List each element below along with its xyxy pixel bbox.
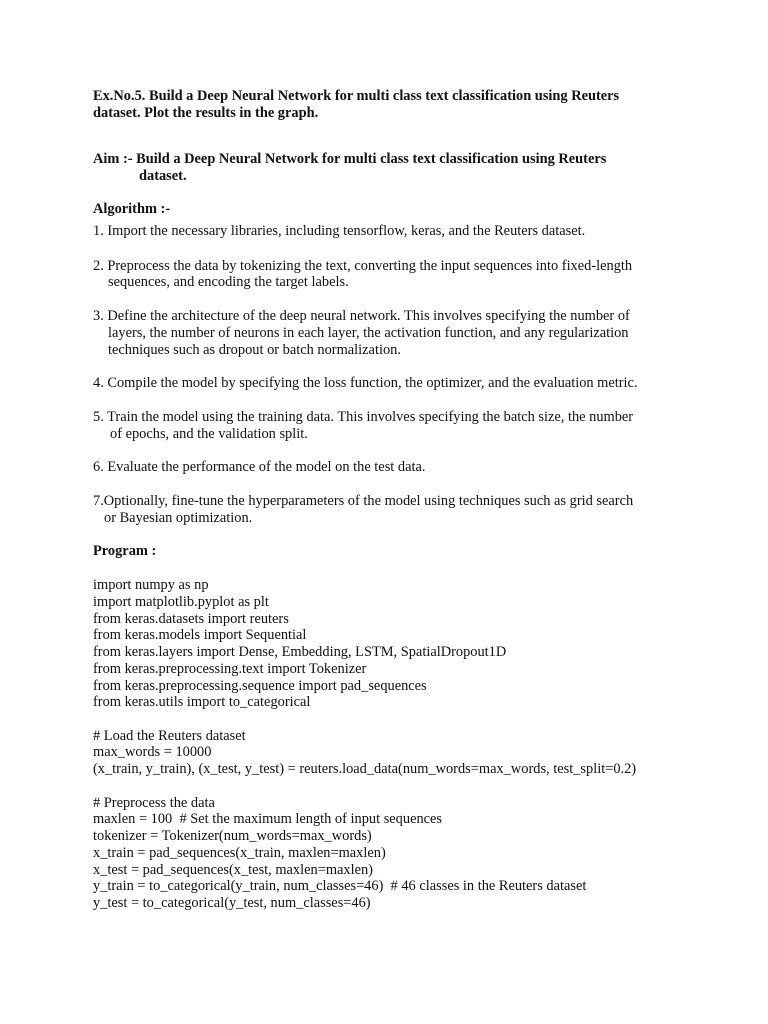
code-line: from keras.models import Sequential	[93, 627, 307, 643]
algorithm-step-5-line-1: 5. Train the model using the training data. This involves specifying the batch size, the number	[93, 409, 634, 425]
algorithm-step-1: 1. Import the necessary libraries, including tensorflow, keras, and the Reuters dataset.	[93, 223, 586, 239]
algorithm-step-6: 6. Evaluate the performance of the model on the test data.	[93, 459, 426, 475]
code-line: x_test = pad_sequences(x_test, maxlen=maxlen)	[93, 862, 373, 878]
algorithm-step-2-line-2: sequences, and encoding the target labels.	[108, 274, 349, 290]
code-comment: # Load the Reuters dataset	[93, 728, 246, 744]
code-line: y_test = to_categorical(y_test, num_classes=46)	[93, 895, 371, 911]
code-line: from keras.preprocessing.sequence import pad_sequences	[93, 678, 427, 694]
aim-line-2: dataset.	[139, 168, 187, 184]
algorithm-step-7-line-1: 7.Optionally, fine-tune the hyperparameters of the model using techniques such as grid search	[93, 493, 634, 509]
code-line: x_train = pad_sequences(x_train, maxlen=maxlen)	[93, 845, 386, 861]
code-line: from keras.utils import to_categorical	[93, 694, 311, 710]
code-line: tokenizer = Tokenizer(num_words=max_words)	[93, 828, 372, 844]
code-line: y_train = to_categorical(y_train, num_classes=46) # 46 classes in the Reuters dataset	[93, 878, 587, 894]
algorithm-step-4: 4. Compile the model by specifying the loss function, the optimizer, and the evaluation metric.	[93, 375, 638, 391]
algorithm-step-2-line-1: 2. Preprocess the data by tokenizing the text, converting the input sequences into fixed-length	[93, 258, 633, 274]
algorithm-step-5-line-2: of epochs, and the validation split.	[110, 426, 308, 442]
algorithm-step-7-line-2: or Bayesian optimization.	[104, 510, 253, 526]
algorithm-step-3-line-1: 3. Define the architecture of the deep neural network. This involves specifying the number of	[93, 308, 630, 324]
code-comment: # Preprocess the data	[93, 795, 215, 811]
code-line: import numpy as np	[93, 577, 209, 593]
code-line: from keras.datasets import reuters	[93, 611, 289, 627]
aim-line-1: Aim :- Build a Deep Neural Network for multi class text classification using Reuters	[93, 151, 607, 167]
code-line: from keras.layers import Dense, Embedding, LSTM, SpatialDropout1D	[93, 644, 507, 660]
algorithm-step-3-line-3: techniques such as dropout or batch normalization.	[108, 342, 401, 358]
algorithm-heading: Algorithm :-	[93, 201, 171, 217]
program-heading: Program :	[93, 543, 157, 559]
code-line: maxlen = 100 # Set the maximum length of input sequences	[93, 811, 443, 827]
code-line: (x_train, y_train), (x_test, y_test) = reuters.load_data(num_words=max_words, test_split=0.2)	[93, 761, 637, 777]
algorithm-step-3-line-2: layers, the number of neurons in each layer, the activation function, and any regularization	[108, 325, 629, 341]
exercise-title-line-2: dataset. Plot the results in the graph.	[93, 105, 319, 121]
code-line: max_words = 10000	[93, 744, 212, 760]
code-line: import matplotlib.pyplot as plt	[93, 594, 269, 610]
code-line: from keras.preprocessing.text import Tokenizer	[93, 661, 367, 677]
exercise-title-line-1: Ex.No.5. Build a Deep Neural Network for multi class text classification using Reuters	[93, 88, 620, 104]
